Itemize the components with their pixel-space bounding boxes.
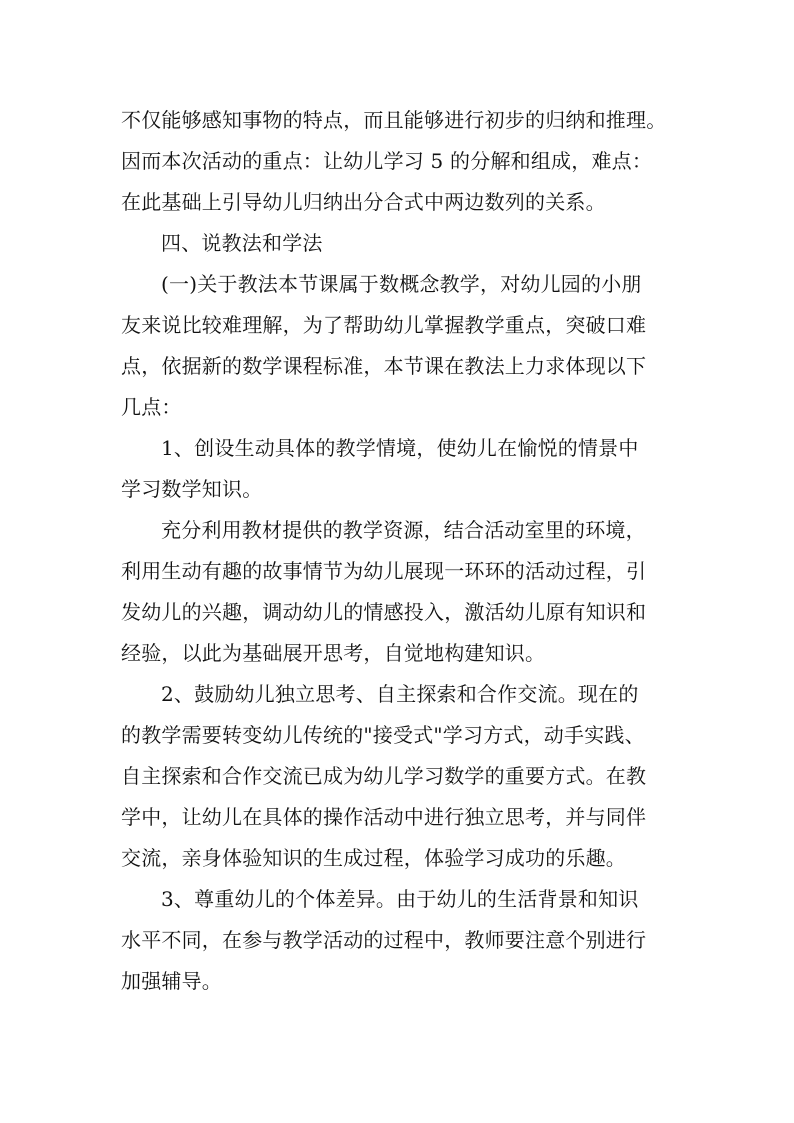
- section-heading: 四、说教法和学法: [161, 231, 323, 255]
- text-line: 学中，让幼儿在具体的操作活动中进行独立思考，并与同伴: [121, 805, 647, 829]
- text-line: 1、创设生动具体的教学情境，使幼儿在愉悦的情景中: [161, 436, 639, 460]
- text-line: 经验，以此为基础展开思考，自觉地构建知识。: [121, 641, 546, 665]
- text-line: 学习数学知识。: [121, 477, 263, 501]
- text-line: 3、尊重幼儿的个体差异。由于幼儿的生活背景和知识: [161, 887, 639, 911]
- text-line: 点，依据新的数学课程标准，本节课在教法上力求体现以下: [121, 354, 647, 378]
- text-line: 的教学需要转变幼儿传统的"接受式"学习方式，动手实践、: [121, 723, 645, 747]
- text-line: 2、鼓励幼儿独立思考、自主探索和合作交流。现在的: [161, 682, 639, 706]
- text-line: 发幼儿的兴趣，调动幼儿的情感投入，激活幼儿原有知识和: [121, 600, 647, 624]
- text-line: 加强辅导。: [121, 969, 222, 993]
- text-line: 利用生动有趣的故事情节为幼儿展现一环环的活动过程，引: [121, 559, 647, 583]
- text-line: 自主探索和合作交流已成为幼儿学习数学的重要方式。在教: [121, 764, 647, 788]
- text-line: 交流，亲身体验知识的生成过程，体验学习成功的乐趣。: [121, 846, 626, 870]
- text-line: 友来说比较难理解，为了帮助幼儿掌握教学重点，突破口难: [121, 313, 647, 337]
- text-line: 因而本次活动的重点：让幼儿学习 5 的分解和组成，难点：: [121, 149, 653, 173]
- text-line: 在此基础上引导幼儿归纳出分合式中两边数列的关系。: [121, 190, 606, 214]
- text-line: 充分利用教材提供的教学资源，结合活动室里的环境，: [161, 518, 646, 542]
- text-line: (一)关于教法本节课属于数概念教学，对幼儿园的小朋: [161, 272, 642, 296]
- text-line: 几点：: [121, 395, 182, 419]
- text-line: 水平不同，在参与教学活动的过程中，教师要注意个别进行: [121, 928, 647, 952]
- text-line: 不仅能够感知事物的特点，而且能够进行初步的归纳和推理。: [121, 108, 667, 132]
